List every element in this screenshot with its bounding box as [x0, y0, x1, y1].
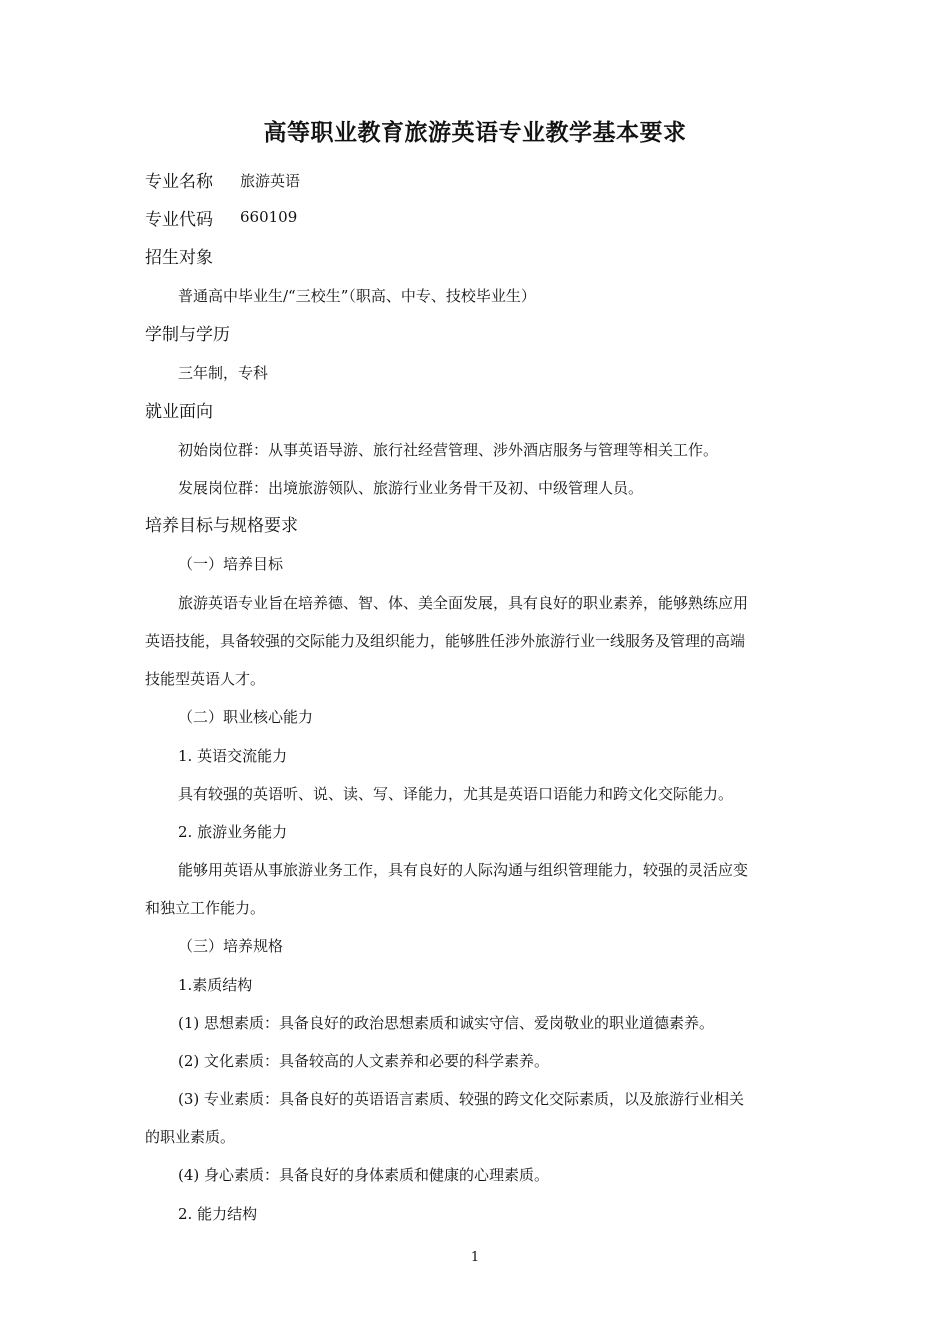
quality-item: (2) 文化素质：具备较高的人文素养和必要的科学素养。: [178, 1052, 550, 1070]
ability-1-text: 具有较强的英语听、说、读、写、译能力，尤其是英语口语能力和跨文化交际能力。: [178, 785, 734, 803]
duration-heading: 学制与学历: [145, 325, 230, 345]
ability-2-text-line: 能够用英语从事旅游业务工作，具有良好的人际沟通与组织管理能力，较强的灵活应变: [178, 861, 749, 879]
quality-item: (3) 专业素质：具备良好的英语语言素质、较强的跨文化交际素质，以及旅游行业相关: [178, 1090, 745, 1108]
duration-text: 三年制，专科: [178, 364, 269, 382]
enrollment-heading: 招生对象: [145, 248, 213, 268]
ability-2-text-line: 和独立工作能力。: [145, 899, 266, 917]
enrollment-text: 普通高中毕业生/“三校生”（职高、中专、技校毕业生）: [178, 287, 536, 305]
goal-section-2: （二）职业核心能力: [178, 708, 314, 726]
employment-heading: 就业面向: [145, 402, 213, 422]
ability-1-title: 1. 英语交流能力: [178, 747, 288, 765]
goal-text-line: 技能型英语人才。: [145, 670, 266, 688]
document-title: 高等职业教育旅游英语专业教学基本要求: [263, 120, 687, 146]
employment-initial: 初始岗位群：从事英语导游、旅行社经营管理、涉外酒店服务与管理等相关工作。: [178, 441, 719, 459]
major-name-value: 旅游英语: [240, 172, 301, 190]
goal-section-3: （三）培养规格: [178, 937, 284, 955]
major-code-label: 专业代码: [145, 210, 213, 230]
ability-2-title: 2. 旅游业务能力: [178, 823, 288, 841]
goal-text-line: 英语技能，具备较强的交际能力及组织能力，能够胜任涉外旅游行业一线服务及管理的高端: [145, 632, 746, 650]
page-number: 1: [470, 1250, 480, 1265]
goals-heading: 培养目标与规格要求: [145, 516, 298, 536]
quality-item: 的职业素质。: [145, 1128, 236, 1146]
quality-item: (1) 思想素质：具备良好的政治思想素质和诚实守信、爱岗敬业的职业道德素养。: [178, 1014, 715, 1032]
employment-development: 发展岗位群：出境旅游领队、旅游行业业务骨干及初、中级管理人员。: [178, 479, 644, 497]
goal-section-1: （一）培养目标: [178, 555, 284, 573]
quality-item: (4) 身心素质：具备良好的身体素质和健康的心理素质。: [178, 1166, 550, 1184]
major-code-value: 660109: [240, 208, 298, 226]
quality-title: 1.素质结构: [178, 976, 253, 994]
ability-structure-title: 2. 能力结构: [178, 1205, 258, 1223]
goal-text-line: 旅游英语专业旨在培养德、智、体、美全面发展，具有良好的职业素养，能够熟练应用: [178, 594, 749, 612]
major-name-label: 专业名称: [145, 172, 213, 192]
